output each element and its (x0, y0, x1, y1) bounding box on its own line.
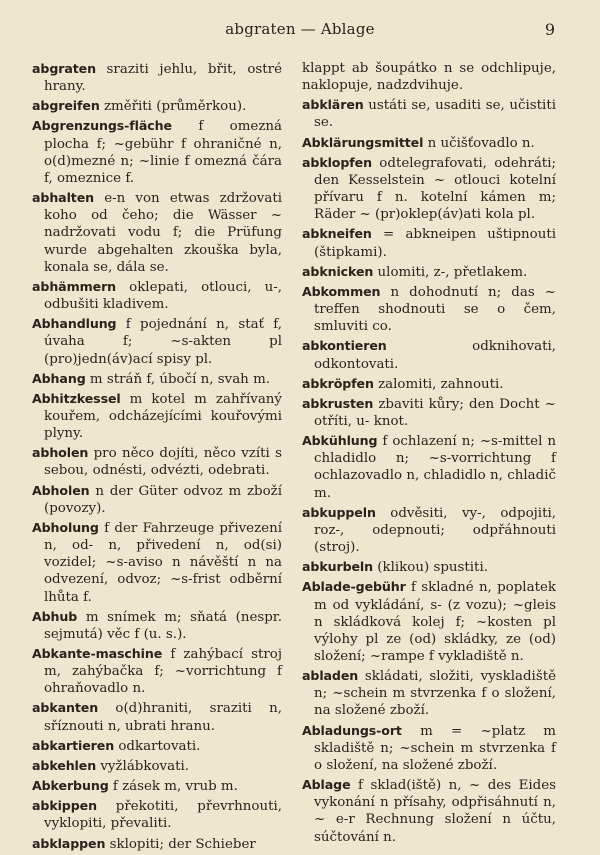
dictionary-entry (302, 225, 556, 260)
dictionary-entry (32, 189, 282, 276)
definition: překotiti, převrhnouti, vyklopiti, převaliti. (44, 799, 282, 832)
dictionary-entry (302, 578, 556, 665)
headword: Ablade-gebühr (302, 579, 406, 595)
definition: odvěsiti, vy-, odpojiti, roz-, odepnouti; odpřáhnouti (stroj). (314, 505, 556, 556)
definition: ustáti se, usaditi se, učistiti se. (314, 98, 556, 131)
headword: Ablage (302, 777, 351, 793)
headword: Abladungs-ort (302, 722, 402, 738)
dictionary-entry (32, 757, 282, 775)
page-number: 9 (544, 20, 555, 39)
definition: ulomiti, z-, přetlakem. (373, 264, 528, 280)
headword: Abkühlung (302, 433, 378, 449)
definition: změřiti (průměrkou). (99, 99, 247, 115)
headword: Abholung (32, 519, 99, 535)
definition: pro něco dojíti, něco vzíti s sebou, odnésti, odvézti, odebrati. (44, 446, 282, 479)
dictionary-entry (302, 558, 556, 576)
headword: abladen (302, 668, 359, 684)
definition: f der Fahrzeuge přivezení n, od- n, přivedení n, od(si) vozidel; ~s-aviso n návěští n na odvezení, odvoz; ~s-frist odběrní lhůta f. (44, 520, 282, 605)
dictionary-entry (32, 60, 282, 95)
dictionary-entry (302, 395, 556, 430)
dictionary-entry (302, 283, 556, 335)
definition: f skladné n, poplatek m od vykládání, s- (z vozu); ~gleis n skládková kolej f; ~kosten pl výlohy pl ze (od) skládky, ze (od) složení; ~rampe f vykladiště n. (314, 580, 556, 664)
headword: Abkerbung (32, 778, 109, 794)
dictionary-entry (302, 134, 556, 152)
definition: n učišťovadlo n. (423, 135, 535, 151)
definition: n dohodnutí n; das ~ treffen shodnouti se o čem, smluviti co. (314, 284, 556, 335)
dictionary-entry (302, 60, 556, 94)
definition: n der Güter odvoz m zboží (povozy). (44, 483, 282, 516)
dictionary-entry (32, 117, 282, 187)
headword: abklappen (32, 835, 106, 851)
headword: Abklärungsmittel (302, 134, 424, 150)
dictionary-entry (302, 96, 556, 131)
headword: Abhang (32, 370, 86, 386)
headword: Abhitzkessel (32, 390, 121, 406)
headword: Abkommen (302, 283, 381, 299)
definition: m = ~platz m skladiště n; ~schein m stvrzenka f o složení, na složené zboží. (314, 723, 556, 773)
headword: abholen (32, 445, 89, 461)
dictionary-entry (302, 432, 556, 502)
definition: m snímek m; sňatá (nespr. sejmutá) věc f (u. s.). (44, 609, 282, 642)
dictionary-entry (32, 797, 282, 832)
dictionary-entry (32, 370, 282, 388)
definition: oklepati, otlouci, u-, odbušiti kladivem. (44, 279, 282, 313)
headword: abhalten (32, 190, 95, 206)
headword: abkippen (32, 798, 97, 814)
headword: Abgrenzungs-fläche (32, 118, 172, 134)
dictionary-entry (32, 390, 282, 442)
definition: vyžlábkovati. (96, 758, 190, 774)
definition: klappt ab šoupátko n se odchlipuje, naklopuje, nadzdvihuje. (302, 61, 556, 94)
dictionary-entry (302, 375, 556, 393)
dictionary-entry (302, 154, 556, 224)
headword: abklären (302, 97, 364, 113)
headword: abhämmern (32, 278, 117, 294)
right-column (302, 60, 556, 848)
dictionary-entry (32, 278, 282, 313)
definition: (klikou) spustiti. (373, 560, 488, 576)
headword: abkanten (32, 700, 99, 716)
dictionary-entry (32, 97, 282, 115)
headword: abkuppeln (302, 504, 376, 520)
headword: abgraten (32, 61, 96, 76)
definition: = abkneipen uštipnouti (štipkami). (314, 227, 556, 260)
dictionary-entry (302, 667, 556, 719)
headword: abkneifen (302, 226, 372, 242)
definition: m kotel m zahřívaný kouřem, odcházejícími kouřovými plyny. (44, 391, 282, 442)
dictionary-entry (32, 737, 282, 755)
definition: f ochlazení n; ~s-mittel n chladidlo n; ~s-vorrichtung f ochlazovadlo n, chladidlo n, chladič m. (314, 434, 556, 501)
definition: odknihovati, odkontovati. (314, 339, 556, 372)
headword: abknicken (302, 263, 374, 279)
headword: abkehlen (32, 757, 97, 773)
definition: sraziti jehlu, břit, ostré hrany. (44, 62, 282, 95)
dictionary-entry (302, 776, 556, 846)
headword: Abkante-maschine (32, 646, 163, 661)
left-column (32, 60, 282, 855)
definition: e-n von etwas zdržovati koho od čeho; die Wässer ~ nadržovati vodu f; die Prüfung wurde abgehalten zkouška byla, konala se, dála se. (44, 191, 282, 275)
dictionary-entry (32, 645, 282, 697)
headword: Abhub (32, 608, 78, 624)
headword: Abholen (32, 482, 90, 498)
definition: f zahýbací stroj m, zahýbačka f; ~vorrichtung f ohraňovadlo n. (44, 647, 282, 697)
dictionary-entry (32, 777, 282, 795)
definition: skládati, složiti, vyskladiště n; ~schein m stvrzenka f o složení, na složené zboží. (314, 669, 556, 719)
definition: sklopiti; der Schieber (105, 836, 256, 852)
definition: odkartovati. (114, 738, 201, 754)
definition: zalomiti, zahnouti. (373, 376, 504, 392)
headword: Abhandlung (32, 316, 117, 332)
page-header (0, 18, 600, 42)
definition: f omezná plocha f; ~gebühr f ohraničné n, o(d)mezné n; ~linie f omezná čára f, omeznice f. (44, 119, 282, 186)
definition: zbaviti kůry; den Docht ~ otříti, u- knot. (314, 396, 556, 429)
running-head: abgraten — Ablage (225, 20, 375, 38)
dictionary-entry (302, 504, 556, 556)
headword: abkrusten (302, 395, 374, 411)
dictionary-entry (32, 519, 282, 606)
dictionary-entry (32, 482, 282, 517)
dictionary-entry (32, 608, 282, 643)
dictionary-entry (32, 699, 282, 734)
dictionary-entry (302, 263, 556, 281)
definition: f sklad(iště) n, ~ des Eides vykonání n přísahy, odpřisáhnutí n, ~ e-r Rechnung složení n účtu, súčtování n. (314, 778, 556, 845)
headword: abkurbeln (302, 559, 374, 575)
headword: abkontieren (302, 338, 387, 354)
definition: odtelegrafovati, odehráti; den Kesselstein ~ otlouci kotelní přívaru f n. kotelní kámen m; Räder ~ (pr)oklep(áv)ati kola pl. (314, 155, 556, 223)
definition: m stráň f, úbočí n, svah m. (85, 371, 271, 387)
definition: f pojednání n, stať f, úvaha f; ~s-akten pl (pro)jedn(áv)ací spisy pl. (44, 317, 282, 367)
dictionary-entry (302, 722, 556, 774)
dictionary-entry (32, 315, 282, 367)
headword: abkröpfen (302, 375, 374, 391)
headword: abkartieren (32, 737, 115, 753)
dictionary-entry (32, 444, 282, 479)
headword: abklopfen (302, 154, 372, 170)
headword: abgreifen (32, 98, 100, 114)
definition: f zásek m, vrub m. (108, 779, 238, 795)
definition: o(d)hraniti, sraziti n, sříznouti n, ubrati hranu. (44, 701, 282, 734)
dictionary-entry (302, 337, 556, 372)
